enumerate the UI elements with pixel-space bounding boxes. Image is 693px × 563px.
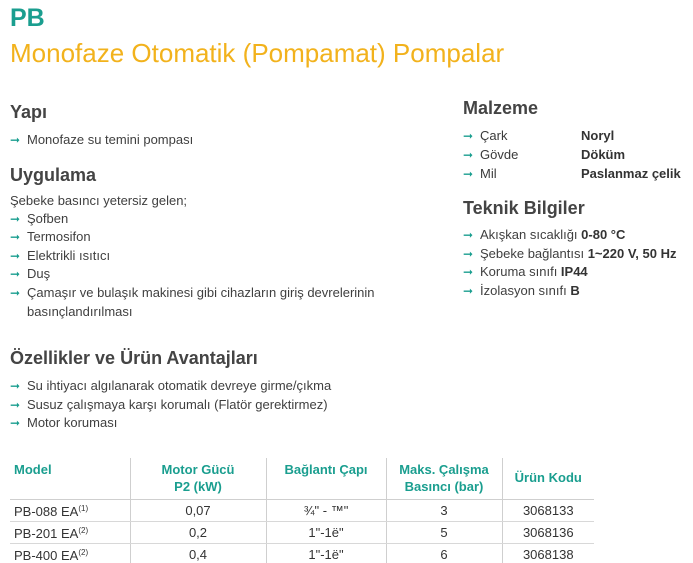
- arrow-icon: ➞: [463, 147, 474, 162]
- list-item: ➞ Şofben: [10, 210, 375, 229]
- list-item: ➞ Susuz çalışmaya karşı korumalı (Flatör gerektirmez): [10, 396, 331, 415]
- section-title: Teknik Bilgiler: [463, 198, 585, 218]
- arrow-icon: ➞: [10, 416, 21, 431]
- cell-code: 3068136: [502, 522, 594, 544]
- list-item: ➞ Motor koruması: [10, 414, 331, 433]
- arrow-icon: ➞: [10, 230, 21, 245]
- table-row: [10, 500, 594, 522]
- arrow-icon: ➞: [463, 283, 474, 298]
- cell-pressure: 6: [386, 544, 502, 563]
- cell-pressure: 3: [386, 500, 502, 522]
- arrow-icon: ➞: [463, 129, 474, 143]
- cell-model: PB-088 EA$^{(1)}$: [10, 500, 130, 522]
- arrow-icon: ➞: [10, 285, 21, 300]
- list-item: ➞ Termosifon: [10, 228, 375, 247]
- cell-code: 3068138: [502, 544, 594, 563]
- material-row: ➞ Gövde Döküm: [463, 146, 681, 165]
- spec-row: ➞ İzolasyon sınıfı B: [463, 282, 677, 301]
- arrow-icon: ➞: [10, 211, 21, 226]
- section-malzeme: [463, 98, 681, 183]
- col-header-pressure: Maks. Çalışma Basıncı (bar): [386, 458, 502, 500]
- cell-model: PB-201 EA$^{(2)}$: [10, 522, 130, 544]
- list-item-continuation: basınçlandırılması: [27, 303, 133, 319]
- cell-connection: 1"-1ë": [266, 522, 386, 544]
- list-item: ➞ Su ihtiyacı algılanarak otomatik devreye girme/çıkma: [10, 377, 331, 396]
- list-item: ➞ Çamaşır ve bulaşık makinesi gibi cihazların giriş devrelerinin: [10, 284, 375, 303]
- list-item: ➞ Monofaze su temini pompası: [10, 131, 193, 150]
- cell-connection: ¾" - ™": [266, 500, 386, 522]
- arrow-icon: ➞: [463, 265, 474, 280]
- list-item: ➞ Duş: [10, 265, 375, 284]
- section-title: Yapı: [10, 102, 48, 122]
- cell-power: 0,2: [130, 522, 266, 544]
- arrow-icon: ➞: [10, 133, 21, 147]
- section-title: Uygulama: [10, 165, 97, 185]
- cell-pressure: 5: [386, 522, 502, 544]
- cell-code: 3068133: [502, 500, 594, 522]
- cell-model: PB-400 EA$^{(2)}$: [10, 544, 130, 563]
- material-row: ➞ Çark Noryl: [463, 127, 681, 146]
- section-yapi: [10, 102, 193, 150]
- brand-title: PB: [10, 4, 45, 32]
- col-header-power: Motor Gücü P2 (kW): [130, 458, 266, 500]
- arrow-icon: ➞: [463, 166, 474, 181]
- col-header-code: Ürün Kodu: [502, 458, 594, 500]
- section-intro: Şebeke basıncı yetersiz gelen;: [10, 193, 188, 208]
- list-item: ➞ Elektrikli ısıtıcı: [10, 247, 375, 266]
- product-table: [10, 458, 594, 563]
- cell-connection: 1"-1ë": [266, 544, 386, 563]
- page-subtitle: Monofaze Otomatik (Pompamat) Pompalar: [10, 38, 505, 68]
- arrow-icon: ➞: [463, 228, 474, 242]
- arrow-icon: ➞: [10, 248, 21, 263]
- cell-power: 0,07: [130, 500, 266, 522]
- cell-power: 0,4: [130, 544, 266, 563]
- spec-row: ➞ Akışkan sıcaklığı 0-80 °C: [463, 226, 677, 245]
- material-row: ➞ Mil Paslanmaz çelik: [463, 165, 681, 184]
- arrow-icon: ➞: [463, 246, 474, 261]
- arrow-icon: ➞: [10, 267, 21, 282]
- section-ozellikler: [10, 348, 331, 433]
- table-header-row: [10, 458, 594, 500]
- col-header-connection: Bağlantı Çapı: [266, 458, 386, 500]
- section-teknik: [463, 198, 677, 300]
- arrow-icon: ➞: [10, 397, 21, 412]
- col-header-model: Model: [14, 462, 52, 477]
- table-row: [10, 522, 594, 544]
- section-title: Özellikler ve Ürün Avantajları: [10, 348, 258, 368]
- table-row: [10, 544, 594, 563]
- arrow-icon: ➞: [10, 379, 21, 393]
- spec-row: ➞ Şebeke bağlantısı 1~220 V, 50 Hz: [463, 245, 677, 264]
- section-title: Malzeme: [463, 98, 539, 118]
- section-uygulama: [10, 165, 375, 320]
- spec-row: ➞ Koruma sınıfı IP44: [463, 263, 677, 282]
